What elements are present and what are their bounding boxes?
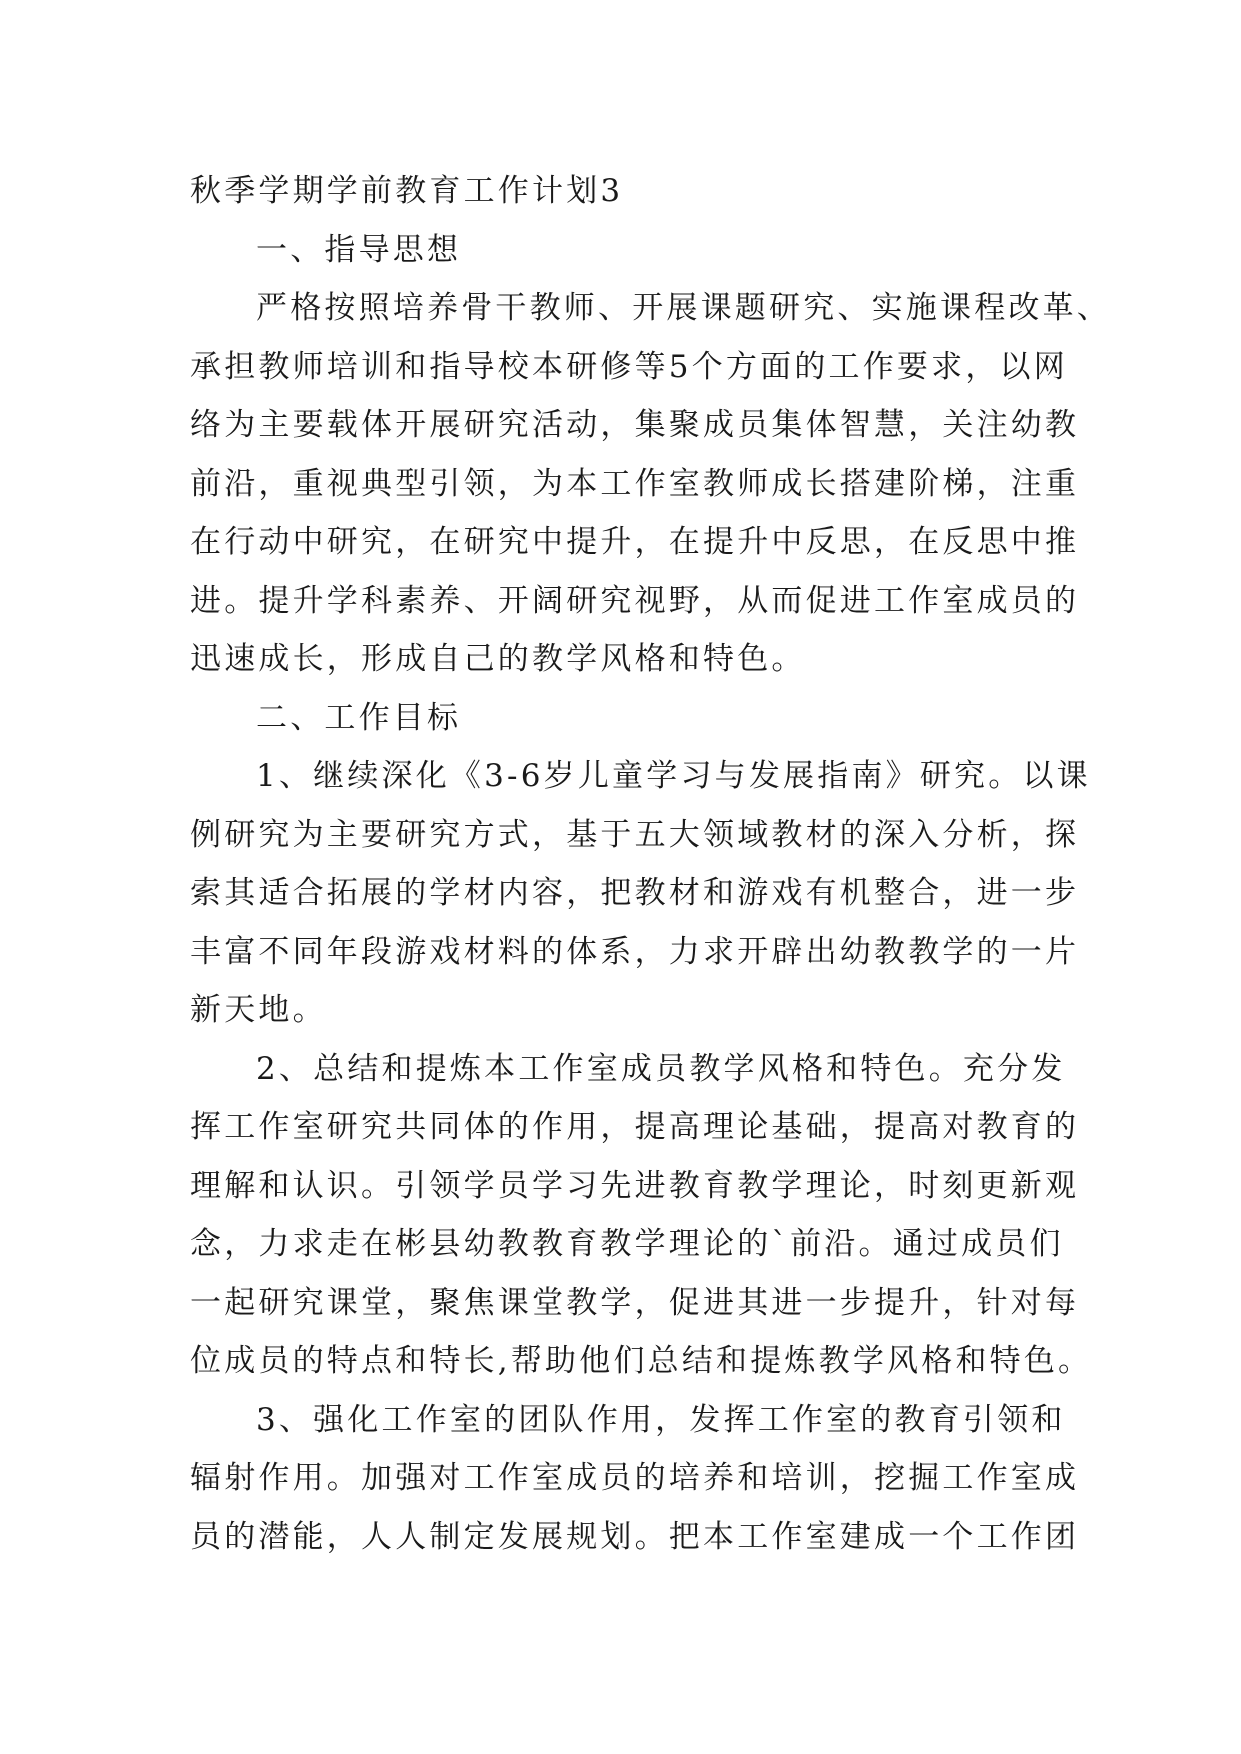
paragraph-line: 2、总结和提炼本工作室成员教学风格和特色。充分发 — [256, 1050, 1066, 1087]
paragraph-line: 严格按照培养骨干教师、开展课题研究、实施课程改革、 — [256, 290, 1111, 326]
paragraph-line: 员的潜能，人人制定发展规划。把本工作室建成一个工作团 — [190, 1518, 1080, 1555]
paragraph-line: 络为主要载体开展研究活动，集聚成员集体智慧，关注幼教 — [190, 407, 1080, 443]
paragraph-line: 承担教师培训和指导校本研修等5个方面的工作要求，以网 — [190, 348, 1068, 385]
paragraph-line: 前沿，重视典型引领，为本工作室教师成长搭建阶梯，注重 — [190, 465, 1080, 502]
paragraph-line: 新天地。 — [190, 992, 327, 1028]
paragraph — [190, 1391, 1080, 1567]
document-title: 秋季学期学前教育工作计划3 — [190, 173, 624, 209]
paragraph-line: 念，力求走在彬县幼教教育教学理论的`前沿。通过成员们 — [190, 1226, 1064, 1262]
paragraph-line: 索其适合拓展的学材内容，把教材和游戏有机整合，进一步 — [190, 875, 1080, 911]
paragraph-line: 一起研究课堂，聚焦课堂教学，促进其进一步提升，针对每 — [190, 1284, 1080, 1321]
paragraph-line: 迅速成长，形成自己的教学风格和特色。 — [190, 641, 806, 677]
paragraph — [190, 747, 1091, 1040]
paragraph-line: 挥工作室研究共同体的作用，提高理论基础，提高对教育的 — [190, 1109, 1080, 1145]
paragraph-line: 3、强化工作室的团队作用，发挥工作室的教育引领和 — [256, 1401, 1066, 1438]
paragraph-line: 在行动中研究，在研究中提升，在提升中反思，在反思中推 — [190, 524, 1080, 560]
paragraph-line: 辐射作用。加强对工作室成员的培养和培训，挖掘工作室成 — [190, 1460, 1080, 1496]
paragraph-line: 例研究为主要研究方式，基于五大领域教材的深入分析，探 — [190, 816, 1080, 853]
section-heading: 一、指导思想 — [256, 231, 462, 268]
section-heading: 二、工作目标 — [256, 699, 462, 736]
paragraph-line: 理解和认识。引领学员学习先进教育教学理论，时刻更新观 — [190, 1167, 1080, 1204]
paragraph-line: 1、继续深化《3-6岁儿童学习与发展指南》研究。以课 — [256, 758, 1091, 794]
paragraph — [190, 279, 1111, 689]
paragraph-line: 进。提升学科素养、开阔研究视野，从而促进工作室成员的 — [190, 582, 1080, 619]
paragraph-line: 位成员的特点和特长,帮助他们总结和提炼教学风格和特色。 — [190, 1343, 1093, 1379]
document-body — [190, 162, 1111, 1566]
paragraph-line: 丰富不同年段游戏材料的体系，力求开辟出幼教教学的一片 — [190, 933, 1080, 970]
paragraph — [190, 1040, 1093, 1391]
